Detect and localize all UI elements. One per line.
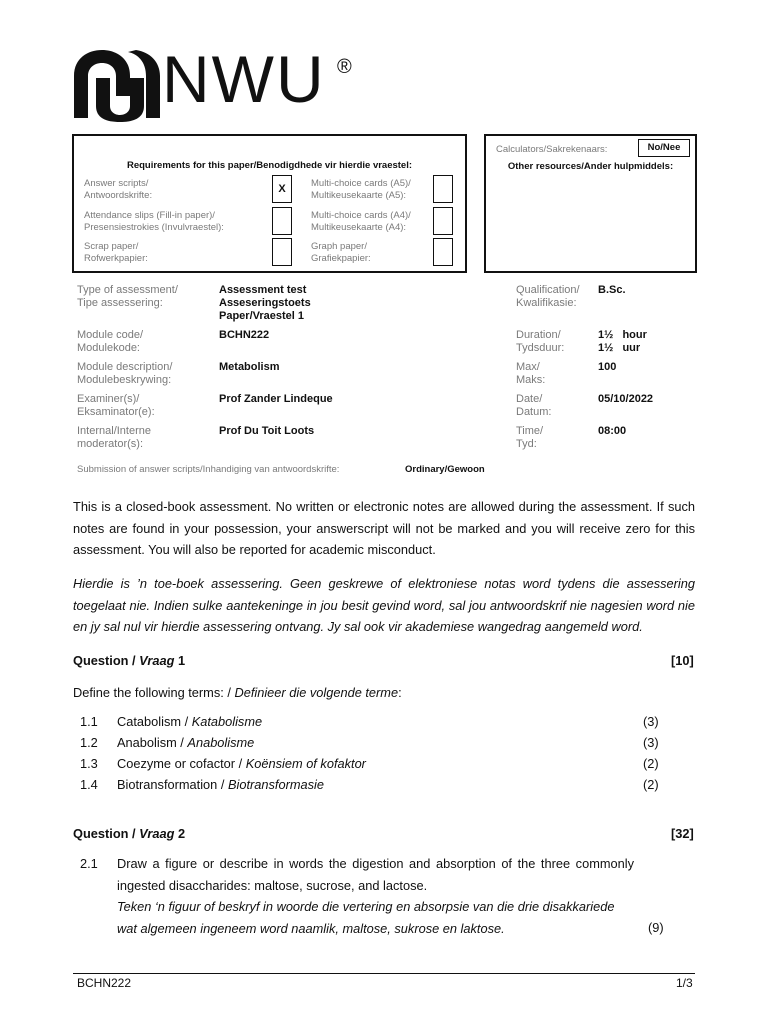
qualification-label: Qualification/ Kwalifikasie: (516, 284, 580, 309)
max-value: 100 (598, 361, 617, 373)
q2-item-marks: (9) (648, 920, 664, 935)
q1-item-marks: (2) (643, 756, 659, 771)
time-value: 08:00 (598, 425, 627, 437)
scrap-paper-checkbox[interactable] (272, 238, 292, 266)
req-attendance-slips-label: Attendance slips (Fill-in paper)/ Presensiestrokies (Invulvraestel): (84, 210, 224, 233)
req-mc-a5-label: Multi-choice cards (A5)/ Multikeusekaarte (A5): (311, 178, 411, 201)
q2-item-text-af: Teken ‘n figuur of beskryf in woorde die vertering en absorpsie van die drie disakkariede wat algemeen ingeneem word naamlik, maltose, sukrose en laktose. (117, 899, 615, 936)
type-label: Type of assessment/ Tipe assessering: (77, 284, 178, 309)
q1-item-text: Coezyme or cofactor / Koënsiem of kofaktor (117, 756, 366, 771)
calculators-label: Calculators/Sakrekenaars: (496, 144, 608, 155)
date-value: 05/10/2022 (598, 393, 654, 405)
module-description-label: Module description/ Modulebeskrywing: (77, 361, 173, 386)
req-mc-a4-label: Multi-choice cards (A4)/ Multikeusekaarte (A4): (311, 210, 411, 233)
footer-module-code: BCHN222 (77, 976, 132, 990)
notice-afrikaans: Hierdie is ’n toe-boek assessering. Geen geskrewe of elektroniese notas word tydens die assessering toegelaat nie. Indien sulke aantekeninge in jou besit gevind word, sal jou antwoordskrif nie nagesien word nie en jy sal nul vir hierdie assessering ontvang. Jy sal ook vir akademiese wangedrag aangemeld word. (73, 576, 695, 634)
question-2-heading: Question / Vraag 2 (73, 826, 186, 841)
question-1-heading: Question / Vraag 1 (73, 653, 186, 668)
requirements-box (72, 134, 467, 273)
footer-divider (73, 973, 695, 974)
other-resources-label: Other resources/Ander hulpmiddels: (507, 161, 674, 172)
requirements-title: Requirements for this paper/Benodigdhede vir hierdie vraestel: (126, 160, 413, 171)
logo-wordmark: NWU (162, 42, 326, 116)
q1-item-marks: (3) (643, 735, 659, 750)
mc-a4-checkbox[interactable] (433, 207, 453, 235)
req-scrap-paper-label: Scrap paper/ Rofwerkpapier: (84, 241, 148, 264)
req-graph-paper-label: Graph paper/ Grafiekpapier: (311, 241, 371, 264)
q1-item-num: 1.2 (80, 735, 98, 750)
q1-item-num: 1.1 (80, 714, 98, 729)
q1-item-num: 1.3 (80, 756, 98, 771)
qualification-value: B.Sc. (598, 284, 626, 296)
notice-english: This is a closed-book assessment. No written or electronic notes are allowed during the assessment. If such notes are found in your possession, your answerscript will not be marked and you will receive zero for this assessment. You will also be reported for academic misconduct. (73, 499, 695, 557)
calculators-value: No/Nee (638, 139, 690, 157)
question-1-marks: [10] (671, 653, 694, 668)
q1-item-marks: (2) (643, 777, 659, 792)
q1-item-marks: (3) (643, 714, 659, 729)
mc-a5-checkbox[interactable] (433, 175, 453, 203)
module-code-label: Module code/ Modulekode: (77, 329, 144, 354)
type-value: Assessment test Asseseringstoets Paper/Vraestel 1 (219, 284, 311, 322)
submission-value: Ordinary/Gewoon (405, 464, 485, 475)
duration-value: 1½ hour 1½ uur (598, 329, 647, 354)
moderator-label: Internal/Interne moderator(s): (77, 425, 151, 450)
examiner-label: Examiner(s)/ Eksaminator(e): (77, 393, 155, 418)
moderator-value: Prof Du Toit Loots (219, 425, 315, 437)
q2-item-text-en: Draw a figure or describe in words the digestion and absorption of the three commonly ingested disaccharides: maltose, sucrose, and lactose. (117, 856, 634, 893)
module-code-value: BCHN222 (219, 329, 270, 341)
req-answer-scripts-label: Answer scripts/ Antwoordskrifte: (84, 178, 153, 201)
answer-scripts-checkbox[interactable]: X (272, 175, 292, 203)
q1-item-text: Anabolism / Anabolisme (117, 735, 255, 750)
duration-label: Duration/ Tydsduur: (516, 329, 565, 354)
date-label: Date/ Datum: (516, 393, 552, 418)
question-2-marks: [32] (671, 826, 694, 841)
question-1-instruction: Define the following terms: / Definieer die volgende terme: (73, 685, 402, 700)
registered-mark: ® (337, 56, 352, 78)
q1-item-text: Catabolism / Katabolisme (117, 714, 263, 729)
attendance-slips-checkbox[interactable] (272, 207, 292, 235)
calculators-box (484, 134, 697, 273)
graph-paper-checkbox[interactable] (433, 238, 453, 266)
time-label: Time/ Tyd: (516, 425, 544, 450)
examiner-value: Prof Zander Lindeque (219, 393, 333, 405)
submission-label: Submission of answer scripts/Inhandiging van antwoordskrifte: (77, 464, 340, 475)
module-description-value: Metabolism (219, 361, 280, 373)
q1-item-num: 1.4 (80, 777, 98, 792)
footer-page-number: 1/3 (676, 976, 693, 990)
q2-item-num: 2.1 (80, 856, 98, 871)
q1-item-text: Biotransformation / Biotransformasie (117, 777, 324, 792)
max-label: Max/ Maks: (516, 361, 546, 386)
